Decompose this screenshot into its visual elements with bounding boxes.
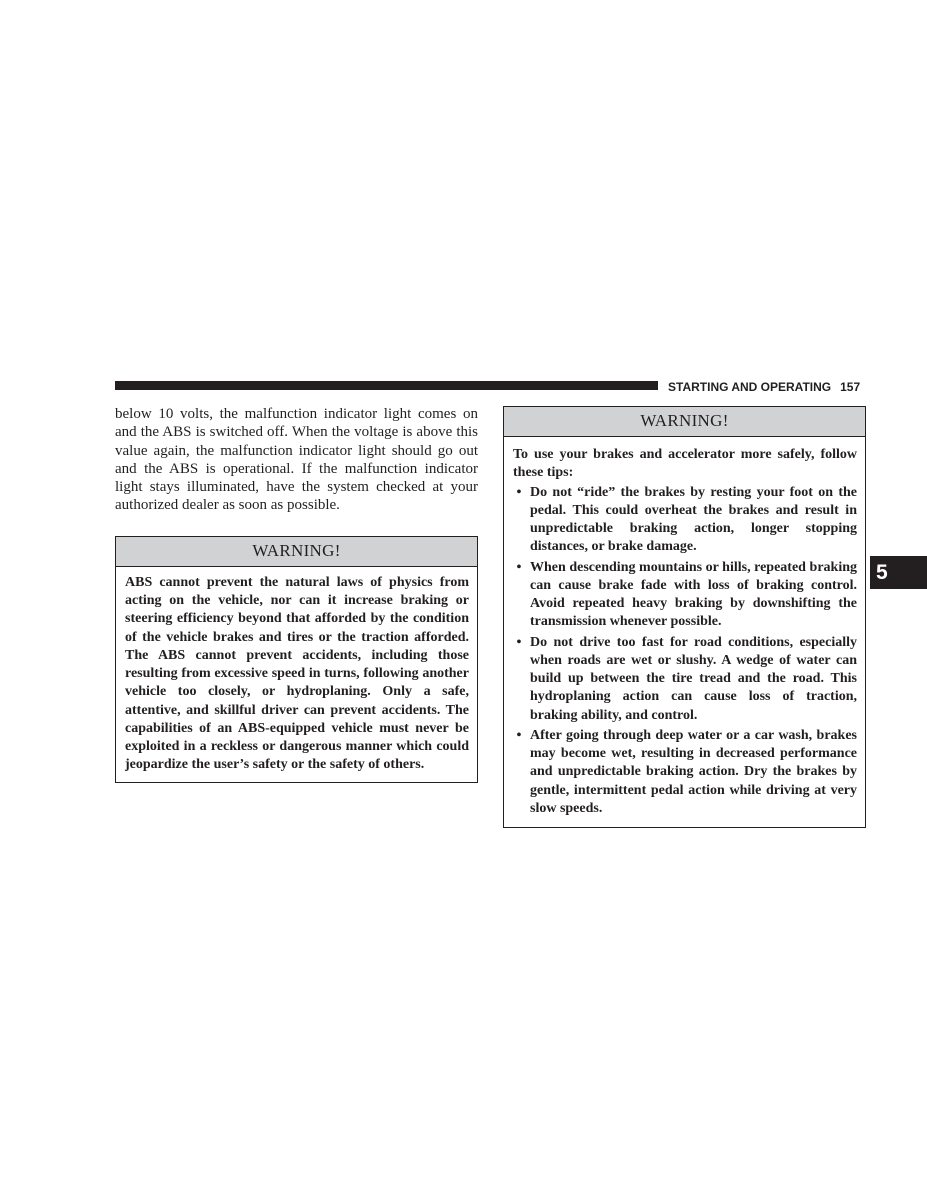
tip-text: Do not “ride” the brakes by resting your foot on the pedal. This could overheat the brakes and result in unpredictable braking action, longer stopping distances, or brake damage. bbox=[530, 484, 857, 555]
list-item bbox=[513, 559, 857, 632]
list-item bbox=[513, 634, 857, 725]
tips-list bbox=[513, 484, 857, 819]
right-column bbox=[503, 406, 866, 828]
warning-content bbox=[504, 437, 865, 827]
braking-tips-warning-box bbox=[503, 406, 866, 828]
tips-intro: To use your brakes and accelerator more safely, follow these tips: bbox=[513, 447, 857, 481]
tip-text: After going through deep water or a car wash, brakes may become wet, resulting in decreased performance and unpredictable braking action. Dry the brakes by gentle, intermittent pedal action while driving at very slow speeds. bbox=[530, 727, 857, 816]
section-title: STARTING AND OPERATING bbox=[668, 380, 832, 394]
chapter-tab: 5 bbox=[870, 556, 927, 589]
running-header bbox=[668, 379, 868, 395]
bullet: • bbox=[516, 727, 522, 743]
warning-text: ABS cannot prevent the natural laws of physics from acting on the vehicle, nor can it increase braking or steering efficiency beyond that afforded by the condition of the vehicle brakes and tires or the traction afforded. The ABS cannot prevent accidents, including those resulting from excessive speed in turns, following another vehicle too closely, or hydroplaning. Only a safe, attentive, and skillful driver can prevent accidents. The capabilities of an ABS-equipped vehicle must never be exploited in a reckless or dangerous manner which could jeopardize the user’s safety or the safety of others. bbox=[125, 574, 469, 773]
list-item bbox=[513, 727, 857, 818]
abs-warning-box bbox=[115, 536, 478, 783]
left-column bbox=[115, 405, 478, 783]
tip-text: Do not drive too fast for road conditions, especially when roads are wet or slushy. A wedge of water can build up between the tire tread and the road. This hydroplaning action can cause loss of traction, braking ability, and control. bbox=[530, 634, 857, 723]
header-rule bbox=[115, 381, 658, 390]
bullet: • bbox=[516, 634, 522, 650]
intro-paragraph: below 10 volts, the malfunction indicator light comes on and the ABS is switched off. When the voltage is above this value again, the malfunction indicator light should go out and the ABS is operational. If the malfunction indicator light stays illuminated, have the system checked at your authorized dealer as soon as possible. bbox=[115, 406, 478, 514]
warning-title: WARNING! bbox=[504, 407, 865, 437]
tip-text: When descending mountains or hills, repeated braking can cause brake fade with loss of braking control. Avoid repeated heavy braking by downshifting the transmission whenever possible. bbox=[530, 559, 857, 630]
bullet: • bbox=[516, 559, 522, 575]
list-item bbox=[513, 484, 857, 557]
bullet: • bbox=[516, 484, 522, 500]
warning-title: WARNING! bbox=[116, 537, 477, 567]
page-number: 157 bbox=[840, 380, 861, 394]
